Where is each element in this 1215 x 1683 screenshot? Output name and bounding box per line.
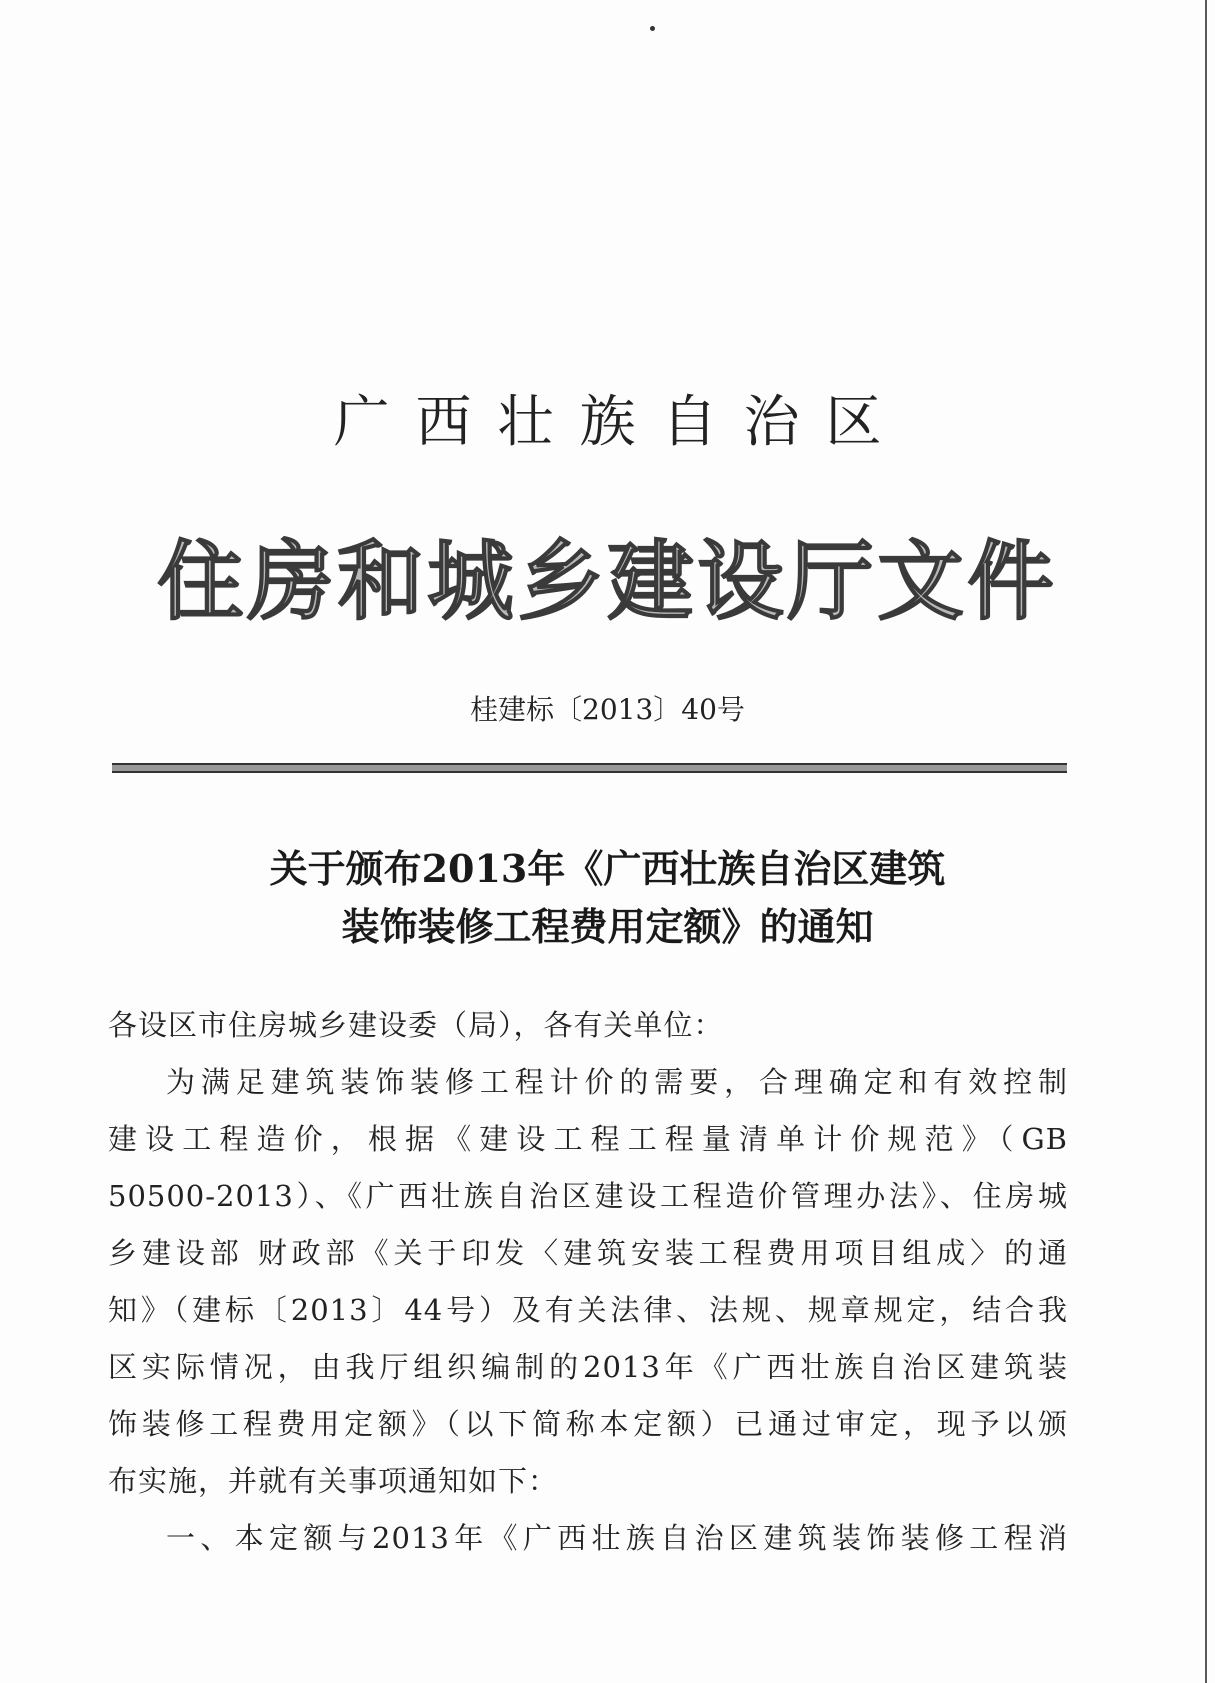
body-line: 乡建设部 财政部《关于印发〈建筑安装工程费用项目组成〉的通 <box>108 1236 1068 1270</box>
body-line: 布实施，并就有关事项通知如下： <box>108 1464 559 1498</box>
body-line: 50500-2013）、《广西壮族自治区建设工程造价管理办法》、住房城 <box>108 1179 1068 1213</box>
body-line: 区实际情况，由我厅组织编制的2013年《广西壮族自治区建筑装 <box>108 1350 1068 1384</box>
notice-title-line-2: 装饰装修工程费用定额》的通知 <box>341 904 874 949</box>
issuing-department: 住房和城乡建设厅文件 <box>157 531 1058 632</box>
body-line: 饰装修工程费用定额》（以下简称本定额）已通过审定，现予以颁 <box>108 1407 1068 1441</box>
body-line: 知》（建标〔2013〕44号）及有关法律、法规、规章规定，结合我 <box>108 1293 1068 1327</box>
body-line: 建设工程造价，根据《建设工程工程量清单计价规范》（GB <box>108 1122 1068 1156</box>
body-line: 为满足建筑装饰装修工程计价的需要，合理确定和有效控制 <box>166 1065 1068 1099</box>
issuing-region: 广西壮族自治区 <box>333 390 908 455</box>
notice-body <box>108 0 1068 1683</box>
salutation: 各设区市住房城乡建设委（局），各有关单位： <box>108 1008 724 1042</box>
body-line: 一、本定额与2013年《广西壮族自治区建筑装饰装修工程消 <box>166 1521 1068 1555</box>
notice-title-line-1: 关于颁布2013年《广西壮族自治区建筑 <box>269 846 946 891</box>
document-number: 桂建标〔2013〕40号 <box>470 693 745 726</box>
